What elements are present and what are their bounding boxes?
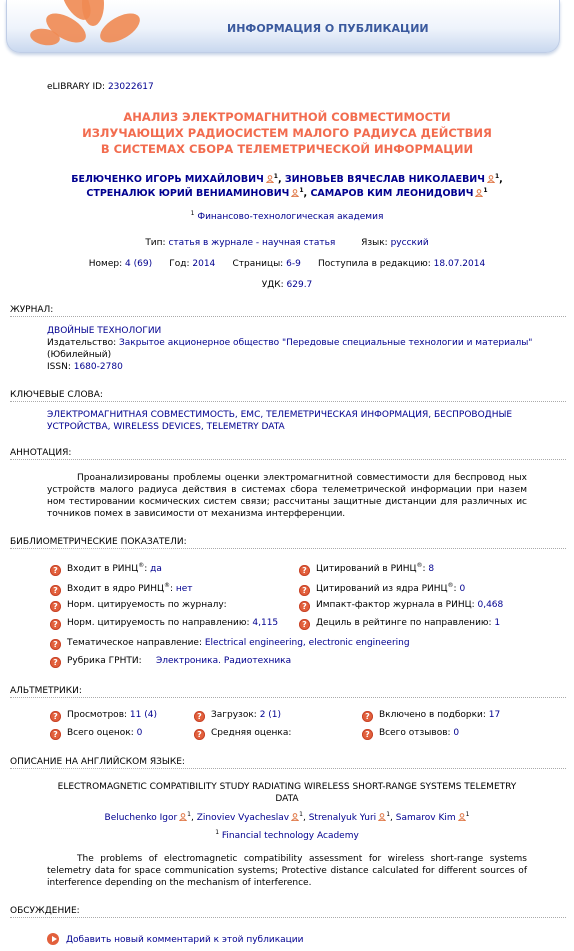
ratings-value: 0 bbox=[136, 728, 143, 738]
altmetrics-heading: АЛЬТМЕТРИКИ: bbox=[10, 686, 82, 696]
english-author-link[interactable]: Beluchenko Igor bbox=[104, 813, 178, 823]
alt-collections bbox=[362, 710, 500, 722]
authors-line-2: СТРЕНАЛЮК ЮРИЙ ВЕНИАМИНОВИЧ $^1$, САМАРОВ КИМ ЛЕОНИДОВИЧ $^1$ bbox=[86, 187, 488, 200]
views-label: Просмотров: bbox=[67, 710, 128, 720]
rinc-value: да bbox=[150, 564, 162, 574]
norm-direction-label: Норм. цитируемость по направлению: bbox=[67, 618, 250, 628]
divider bbox=[10, 548, 566, 549]
biblio-citations-core: ? Цитирований из ядра РИНЦ®: 0 bbox=[299, 582, 465, 596]
downloads-label: Загрузок: bbox=[211, 710, 257, 720]
registered-mark: ® bbox=[416, 562, 423, 569]
english-title: ELECTROMAGNETIC COMPATIBILITY STUDY RADIATING WIRELESS SHORT-RANGE SYSTEMS TELEMETRY DATA bbox=[57, 782, 517, 804]
biblio-grnti bbox=[50, 656, 291, 668]
rinc-label: Входит в РИНЦ bbox=[67, 564, 139, 574]
divider bbox=[10, 697, 566, 698]
person-icon bbox=[179, 813, 187, 821]
help-icon[interactable]: ? bbox=[362, 729, 373, 740]
registered-mark: ® bbox=[138, 562, 145, 569]
person-icon bbox=[458, 813, 466, 821]
biblio-decile bbox=[299, 618, 500, 630]
decile-label: Дециль в рейтинге по направлению: bbox=[316, 618, 492, 628]
person-icon bbox=[487, 175, 495, 183]
issn-label: ISSN: bbox=[47, 362, 71, 372]
language-label: Язык: bbox=[361, 238, 388, 248]
add-comment-link[interactable]: Добавить новый комментарий к этой публикации bbox=[66, 935, 304, 945]
publisher-link[interactable]: Закрытое акционерное общество "Передовые специальные технологии и материалы" bbox=[119, 338, 533, 348]
journal-note: (Юбилейный) bbox=[47, 350, 112, 360]
person-icon bbox=[378, 813, 386, 821]
registered-mark: ® bbox=[447, 582, 454, 589]
norm-direction-value: 4,115 bbox=[252, 618, 279, 628]
english-author-link[interactable]: Zinoviev Vyacheslav bbox=[196, 813, 290, 823]
biblio-heading: БИБЛИОМЕТРИЧЕСКИЕ ПОКАЗАТЕЛИ: bbox=[10, 537, 187, 547]
divider bbox=[10, 917, 566, 918]
journal-heading: ЖУРНАЛ: bbox=[10, 305, 54, 315]
help-icon[interactable]: ? bbox=[194, 729, 205, 740]
core-value: нет bbox=[175, 584, 193, 594]
author-affiliation-num: 1 bbox=[483, 187, 488, 194]
alt-downloads bbox=[194, 710, 281, 722]
english-authors: Beluchenko Igor $^1$, Zinoviev Vyacheslav $^1$, Strenalyuk Yuri $^1$, Samarov Kim $^1$ bbox=[104, 811, 470, 823]
alt-views bbox=[50, 710, 157, 722]
help-icon[interactable]: ? bbox=[299, 601, 310, 612]
theme-label: Тематическое направление: bbox=[67, 638, 202, 648]
citations-rinc-link[interactable]: 8 bbox=[428, 564, 435, 574]
language-value: русский bbox=[390, 238, 429, 248]
udk-label: УДК: bbox=[261, 280, 284, 290]
add-comment[interactable] bbox=[47, 933, 303, 945]
author-link[interactable]: БЕЛЮЧЕНКО ИГОРЬ МИХАЙЛОВИЧ bbox=[71, 174, 264, 186]
decile-value: 1 bbox=[494, 618, 501, 628]
downloads-value: 2 (1) bbox=[259, 710, 282, 720]
biblio-theme bbox=[50, 638, 410, 650]
registered-mark: ® bbox=[163, 582, 170, 589]
received-label: Поступила в редакцию: bbox=[317, 259, 431, 269]
keywords-heading: КЛЮЧЕВЫЕ СЛОВА: bbox=[10, 390, 103, 400]
english-affiliation-link[interactable]: Financial technology Academy bbox=[221, 831, 359, 841]
help-icon[interactable]: ? bbox=[50, 657, 61, 668]
authors-line-1: БЕЛЮЧЕНКО ИГОРЬ МИХАЙЛОВИЧ $^1$, ЗИНОВЬЕВ ВЯЧЕСЛАВ НИКОЛАЕВИЧ $^1$, bbox=[71, 173, 503, 186]
help-icon[interactable]: ? bbox=[50, 601, 61, 612]
author-link[interactable]: ЗИНОВЬЕВ ВЯЧЕСЛАВ НИКОЛАЕВИЧ bbox=[284, 174, 485, 186]
type-value: статья в журнале - научная статья bbox=[168, 238, 336, 248]
english-author-link[interactable]: Strenalyuk Yuri bbox=[308, 813, 377, 823]
reviews-value: 0 bbox=[453, 728, 460, 738]
impact-factor-label: Импакт-фактор журнала в РИНЦ: bbox=[316, 600, 475, 610]
english-abstract: The problems of electromagnetic compatibility assessment for wireless short-range systems telemetry data for space communication systems; Protective distance calculated for different sources of interference depending on the mechanism of interference. bbox=[47, 854, 527, 888]
affiliation-num: 1 bbox=[215, 829, 220, 836]
grnti-label: Рубрика ГРНТИ: bbox=[67, 656, 142, 666]
divider bbox=[10, 316, 566, 317]
journal-name-link[interactable]: ДВОЙНЫЕ ТЕХНОЛОГИИ bbox=[47, 326, 162, 336]
help-icon[interactable]: ? bbox=[194, 711, 205, 722]
english-affiliation bbox=[0, 829, 574, 841]
discussion-heading: ОБСУЖДЕНИЕ: bbox=[10, 906, 80, 916]
collections-link[interactable]: 17 bbox=[488, 710, 501, 720]
year-value: 2014 bbox=[192, 259, 216, 269]
person-icon bbox=[266, 175, 274, 183]
author-affiliation-num: 1 bbox=[386, 811, 391, 818]
udk-value: 629.7 bbox=[286, 280, 313, 290]
reviews-label: Всего отзывов: bbox=[379, 728, 451, 738]
biblio-citations-rinc: ? Цитирований в РИНЦ®: 8 bbox=[299, 562, 434, 576]
author-affiliation-num: 1 bbox=[299, 187, 304, 194]
help-icon[interactable]: ? bbox=[362, 711, 373, 722]
help-icon[interactable]: ? bbox=[299, 565, 310, 576]
english-heading: ОПИСАНИЕ НА АНГЛИЙСКОМ ЯЗЫКЕ: bbox=[10, 757, 185, 767]
annotation-heading: АННОТАЦИЯ: bbox=[10, 448, 72, 458]
citations-core-value: 0 bbox=[459, 584, 466, 594]
issn-value: 1680-2780 bbox=[73, 362, 123, 372]
publication-title: АНАЛИЗ ЭЛЕКТРОМАГНИТНОЙ СОВМЕСТИМОСТИ ИЗЛУЧАЮЩИХ РАДИОСИСТЕМ МАЛОГО РАДИУСА ДЕЙСТВИЯ В СИСТЕМАХ СБОРА ТЕЛЕМЕТРИЧЕСКОЙ ИНФОРМАЦИИ bbox=[82, 110, 492, 156]
received-value: 18.07.2014 bbox=[433, 259, 486, 269]
help-icon[interactable]: ? bbox=[50, 619, 61, 630]
english-author-link[interactable]: Samarov Kim bbox=[395, 813, 456, 823]
number-label: Номер: bbox=[88, 259, 123, 269]
biblio-core: ? Входит в ядро РИНЦ®: нет bbox=[50, 582, 193, 596]
collections-label: Включено в подборки: bbox=[379, 710, 486, 720]
elibrary-id-value[interactable]: 23022617 bbox=[107, 82, 154, 92]
publisher-label: Издательство: bbox=[47, 338, 117, 348]
author-affiliation-num: 1 bbox=[494, 173, 500, 180]
elibrary-id bbox=[47, 82, 154, 92]
help-icon[interactable]: ? bbox=[299, 619, 310, 630]
citations-rinc-label: Цитирований в РИНЦ bbox=[316, 564, 417, 574]
impact-factor-link[interactable]: 0,468 bbox=[477, 600, 504, 610]
author-affiliation-num: 1 bbox=[465, 811, 470, 818]
grnti-link[interactable]: Электроника. Радиотехника bbox=[155, 656, 292, 666]
citations-core-label: Цитирований из ядра РИНЦ bbox=[316, 584, 448, 594]
biblio-norm-direction bbox=[50, 618, 278, 630]
alt-reviews bbox=[362, 728, 459, 740]
biblio-norm-journal bbox=[50, 600, 227, 612]
divider bbox=[10, 459, 566, 460]
pages-label: Страницы: bbox=[232, 259, 284, 269]
core-label: Входит в ядро РИНЦ bbox=[67, 584, 164, 594]
help-icon[interactable]: ? bbox=[50, 639, 61, 650]
biblio-impact-factor bbox=[299, 600, 503, 612]
author-affiliation-num: 1 bbox=[187, 811, 191, 818]
play-arrow-icon bbox=[47, 933, 59, 945]
average-label: Средняя оценка: bbox=[211, 728, 292, 738]
page-header bbox=[6, 0, 560, 53]
biblio-rinc: ? Входит в РИНЦ®: да bbox=[50, 562, 162, 576]
help-icon[interactable]: ? bbox=[50, 729, 61, 740]
help-icon[interactable]: ? bbox=[50, 565, 61, 576]
help-icon[interactable]: ? bbox=[50, 711, 61, 722]
author-affiliation-num: 1 bbox=[273, 173, 278, 180]
ratings-label: Всего оценок: bbox=[67, 728, 134, 738]
author-link[interactable]: САМАРОВ КИМ ЛЕОНИДОВИЧ bbox=[310, 188, 474, 200]
alt-ratings bbox=[50, 728, 142, 740]
pages-value: 6-9 bbox=[286, 259, 301, 269]
affiliation bbox=[0, 210, 574, 222]
theme-value: Electrical engineering, electronic engineering bbox=[204, 638, 410, 648]
author-link[interactable]: СТРЕНАЛЮК ЮРИЙ ВЕНИАМИНОВИЧ bbox=[86, 188, 290, 200]
help-icon[interactable]: ? bbox=[50, 585, 61, 596]
author-affiliation-num: 1 bbox=[299, 811, 303, 818]
journal-block bbox=[47, 325, 547, 373]
affiliation-link[interactable]: Финансово-технологическая академия bbox=[197, 212, 384, 222]
annotation-text: Проанализированы проблемы оценки электромагнитной совместимости для беспровод ных устройств малого радиуса действия в системах сбора телеметрической информации при назем ном тестировании космических систем связи; рассчитаны защитные дистанции для различных ис точников помех в зависимости от механизма интерференции. bbox=[47, 473, 527, 519]
meta-issue-line bbox=[0, 259, 574, 269]
help-icon[interactable]: ? bbox=[299, 585, 310, 596]
meta-type-line bbox=[0, 238, 574, 248]
views-value: 11 (4) bbox=[129, 710, 157, 720]
header-title: ИНФОРМАЦИЯ О ПУБЛИКАЦИИ bbox=[227, 22, 429, 35]
divider bbox=[10, 768, 566, 769]
year-label: Год: bbox=[169, 259, 190, 269]
alt-average bbox=[194, 728, 291, 740]
keywords-links[interactable]: ЭЛЕКТРОМАГНИТНАЯ СОВМЕСТИМОСТЬ, EMC, ТЕЛЕМЕТРИЧЕСКАЯ ИНФОРМАЦИЯ, БЕСПРОВОДНЫЕ УСТРОЙСТВА, WIRELESS DEVICES, TELEMETRY DATA bbox=[47, 410, 513, 432]
type-label: Тип: bbox=[145, 238, 166, 248]
divider bbox=[10, 401, 566, 402]
number-link[interactable]: 4 (69) bbox=[125, 259, 153, 269]
meta-udk-line bbox=[0, 280, 574, 290]
elibrary-id-label: eLIBRARY ID: bbox=[47, 82, 106, 92]
affiliation-num: 1 bbox=[190, 210, 195, 217]
norm-journal-label: Норм. цитируемость по журналу: bbox=[67, 600, 227, 610]
person-icon bbox=[291, 813, 299, 821]
